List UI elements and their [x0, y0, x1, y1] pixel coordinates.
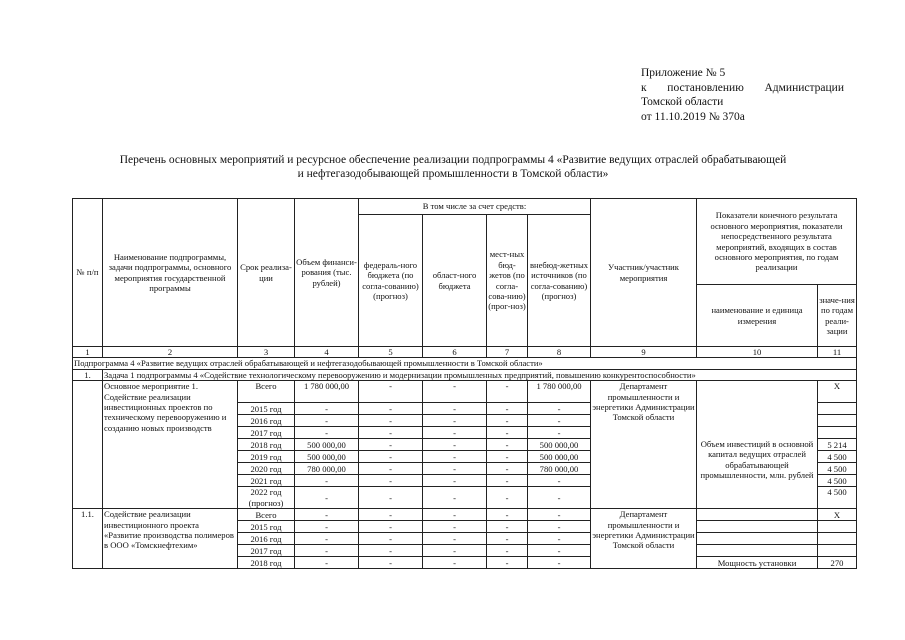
federal-cell: -	[359, 463, 423, 475]
volume-cell: -	[295, 557, 359, 569]
term-cell: 2020 год	[238, 463, 295, 475]
regional-cell: -	[423, 403, 487, 415]
appendix-word: постановлению	[667, 81, 744, 94]
col-number: 7	[487, 347, 528, 358]
local-cell: -	[487, 487, 528, 509]
appendix-resolution-line	[641, 81, 844, 96]
volume-cell: -	[295, 509, 359, 521]
indicator-value-cell: 4 500	[818, 463, 857, 475]
extra-cell: -	[528, 475, 591, 487]
col-number: 6	[423, 347, 487, 358]
term-cell: 2017 год	[238, 545, 295, 557]
regional-cell: -	[423, 475, 487, 487]
volume-cell: -	[295, 403, 359, 415]
header-num: № п/п	[73, 199, 103, 347]
appendix-title: Приложение № 5	[641, 67, 726, 79]
extra-cell: -	[528, 521, 591, 533]
indicator-name-cell	[697, 403, 818, 415]
federal-cell: -	[359, 403, 423, 415]
volume-cell: -	[295, 521, 359, 533]
volume-cell: -	[295, 475, 359, 487]
extra-cell: -	[528, 415, 591, 427]
volume-cell: 780 000,00	[295, 463, 359, 475]
indicator-name-cell	[697, 545, 818, 557]
header-local: мест-ных бюд-жетов (по согла-сова-нию) (прог-ноз)	[487, 215, 528, 347]
extra-cell: 500 000,00	[528, 451, 591, 463]
volume-cell: -	[295, 427, 359, 439]
federal-cell: -	[359, 381, 423, 403]
indicator-value-cell: Х	[818, 381, 857, 403]
header-indicator-value: значе-ния по годам реали-зации	[818, 285, 857, 347]
federal-cell: -	[359, 533, 423, 545]
task-num: 1.	[73, 369, 103, 380]
regional-cell: -	[423, 521, 487, 533]
term-cell: 2018 год	[238, 439, 295, 451]
measure11-num: 1.1.	[73, 509, 103, 569]
indicator-value-cell	[818, 545, 857, 557]
indicator-value-cell	[818, 427, 857, 439]
term-cell: 2016 год	[238, 415, 295, 427]
indicator-name-cell	[697, 427, 818, 439]
extra-cell: -	[528, 427, 591, 439]
indicator-name-cell	[697, 381, 818, 403]
col-number: 5	[359, 347, 423, 358]
measure1-name: Основное мероприятие 1. Содействие реализации инвестиционных проектов по техническому перевооружению и созданию новых производств	[103, 381, 238, 509]
federal-cell: -	[359, 557, 423, 569]
federal-cell: -	[359, 475, 423, 487]
measure1-num	[73, 381, 103, 509]
volume-cell: -	[295, 487, 359, 509]
measures-table	[72, 198, 857, 569]
local-cell: -	[487, 439, 528, 451]
extra-cell: -	[528, 509, 591, 521]
extra-cell: 1 780 000,00	[528, 381, 591, 403]
header-indicator-name: наименование и единица измерения	[697, 285, 818, 347]
indicator-name-cell	[697, 521, 818, 533]
col-number: 9	[591, 347, 697, 358]
federal-cell: -	[359, 545, 423, 557]
header-participant: Участник/участник мероприятия	[591, 199, 697, 347]
local-cell: -	[487, 521, 528, 533]
measure1-participant: Департамент промышленности и энергетики Администрации Томской области	[591, 381, 697, 509]
indicator-name-cell	[697, 533, 818, 545]
term-cell: 2016 год	[238, 533, 295, 545]
subprogram-row: Подпрограмма 4 «Развитие ведущих отраслей обрабатывающей и нефтегазодобывающей промышленности в Томской области»	[73, 358, 857, 369]
term-cell: Всего	[238, 381, 295, 403]
term-cell: 2021 год	[238, 475, 295, 487]
volume-cell: 500 000,00	[295, 451, 359, 463]
federal-cell: -	[359, 451, 423, 463]
extra-cell: 780 000,00	[528, 463, 591, 475]
indicator-name-cell	[697, 415, 818, 427]
measure11-participant: Департамент промышленности и энергетики Администрации Томской области	[591, 509, 697, 569]
volume-cell: -	[295, 533, 359, 545]
col-number: 4	[295, 347, 359, 358]
local-cell: -	[487, 403, 528, 415]
header-federal: федераль-ного бюджета (по согла-сованию) (прогноз)	[359, 215, 423, 347]
appendix-date: от 11.10.2019 № 370а	[641, 110, 745, 123]
regional-cell: -	[423, 487, 487, 509]
regional-cell: -	[423, 415, 487, 427]
col-number: 10	[697, 347, 818, 358]
task-title: Задача 1 подпрограммы 4 «Содействие технологическому перевооружению и модернизации промышленных предприятий, повышению конкурентоспособности»	[103, 369, 857, 380]
indicator-name-cell	[697, 509, 818, 521]
col-number: 2	[103, 347, 238, 358]
federal-cell: -	[359, 415, 423, 427]
extra-cell: -	[528, 487, 591, 509]
appendix-word: к	[641, 81, 647, 94]
header-extra: внебюд-жетных источников (по согла-сованию) (прогноз)	[528, 215, 591, 347]
regional-cell: -	[423, 557, 487, 569]
volume-cell: 500 000,00	[295, 439, 359, 451]
indicator-value-cell	[818, 403, 857, 415]
title-line-2: и нефтегазодобывающей промышленности в Томской области»	[297, 168, 609, 180]
volume-cell: 1 780 000,00	[295, 381, 359, 403]
regional-cell: -	[423, 509, 487, 521]
measure1-indicator-name: Объем инвестиций в основной капитал ведущих отраслей обрабатывающей промышленности, млн. рублей	[697, 439, 818, 509]
term-cell: 2022 год (прогноз)	[238, 487, 295, 509]
indicator-value-cell: Х	[818, 509, 857, 521]
extra-cell: -	[528, 545, 591, 557]
local-cell: -	[487, 475, 528, 487]
federal-cell: -	[359, 509, 423, 521]
federal-cell: -	[359, 427, 423, 439]
volume-cell: -	[295, 415, 359, 427]
volume-cell: -	[295, 545, 359, 557]
term-cell: 2015 год	[238, 521, 295, 533]
regional-cell: -	[423, 533, 487, 545]
extra-cell: -	[528, 533, 591, 545]
local-cell: -	[487, 533, 528, 545]
regional-cell: -	[423, 439, 487, 451]
appendix-block	[641, 66, 851, 124]
measure11-name: Содействие реализации инвестиционного проекта «Развитие производства полимеров в ООО «Томскнефтехим»	[103, 509, 238, 569]
indicator-value-cell	[818, 533, 857, 545]
term-cell: 2019 год	[238, 451, 295, 463]
local-cell: -	[487, 427, 528, 439]
indicator-value-cell	[818, 521, 857, 533]
indicator-value-cell: 4 500	[818, 451, 857, 463]
header-volume: Объем финанси-рования (тыс. рублей)	[295, 199, 359, 347]
header-term: Срок реализа-ции	[238, 199, 295, 347]
col-number: 11	[818, 347, 857, 358]
term-cell: 2015 год	[238, 403, 295, 415]
regional-cell: -	[423, 545, 487, 557]
local-cell: -	[487, 381, 528, 403]
local-cell: -	[487, 557, 528, 569]
col-number: 3	[238, 347, 295, 358]
regional-cell: -	[423, 463, 487, 475]
term-cell: Всего	[238, 509, 295, 521]
term-cell: 2017 год	[238, 427, 295, 439]
local-cell: -	[487, 463, 528, 475]
appendix-region: Томской области	[641, 96, 724, 108]
col-number: 1	[73, 347, 103, 358]
local-cell: -	[487, 451, 528, 463]
indicator-value-cell: 4 500	[818, 487, 857, 509]
indicator-name-cell: Мощность установки	[697, 557, 818, 569]
federal-cell: -	[359, 521, 423, 533]
local-cell: -	[487, 415, 528, 427]
col-number: 8	[528, 347, 591, 358]
extra-cell: 500 000,00	[528, 439, 591, 451]
header-regional: област-ного бюджета	[423, 215, 487, 347]
indicator-value-cell: 270	[818, 557, 857, 569]
header-indicators: Показатели конечного результата основного мероприятия, показатели непосредственного результата мероприятий, входящих в состав основного мероприятия, по годам реализации	[697, 199, 857, 285]
header-including: В том числе за счет средств:	[359, 199, 591, 215]
regional-cell: -	[423, 381, 487, 403]
term-cell: 2018 год	[238, 557, 295, 569]
title-line-1: Перечень основных мероприятий и ресурсное обеспечение реализации подпрограммы 4 «Развитие ведущих отраслей обрабатывающей	[119, 154, 787, 166]
regional-cell: -	[423, 427, 487, 439]
indicator-value-cell: 5 214	[818, 439, 857, 451]
header-name: Наименование подпрограммы, задачи подпрограммы, основного мероприятия государственной программы	[103, 199, 238, 347]
regional-cell: -	[423, 451, 487, 463]
local-cell: -	[487, 545, 528, 557]
appendix-word: Администрации	[764, 81, 844, 94]
document-title	[60, 153, 846, 181]
indicator-value-cell	[818, 415, 857, 427]
local-cell: -	[487, 509, 528, 521]
federal-cell: -	[359, 487, 423, 509]
extra-cell: -	[528, 403, 591, 415]
federal-cell: -	[359, 439, 423, 451]
indicator-value-cell: 4 500	[818, 475, 857, 487]
extra-cell: -	[528, 557, 591, 569]
